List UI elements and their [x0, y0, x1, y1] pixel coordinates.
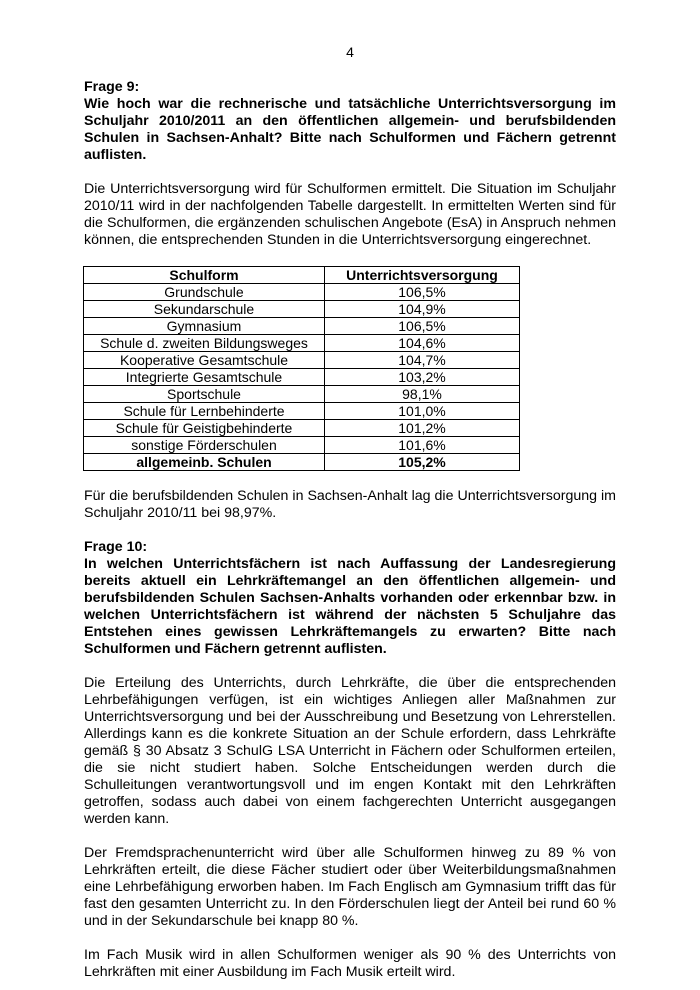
table-row [84, 437, 520, 454]
table-total-row [84, 454, 520, 471]
question-10-label: Frage 10: [84, 539, 148, 555]
cell-schulform: Sportschule [84, 386, 325, 403]
cell-schulform: Sekundarschule [84, 301, 325, 318]
cell-schulform: sonstige Förderschulen [84, 437, 325, 454]
column-header-schulform: Schulform [84, 267, 325, 284]
cell-value: 98,1% [325, 386, 520, 403]
after-table-text: Für die berufsbildenden Schulen in Sachsen-Anhalt lag die Unterrichtsversorgung im Schuljahr 2010/11 bei 98,97%. [84, 488, 616, 521]
cell-schulform: Schule für Lernbehinderte [84, 403, 325, 420]
answer-10-paragraph-3: Im Fach Musik wird in allen Schulformen weniger als 90 % des Unterrichts von Lehrkräften mit einer Ausbildung im Fach Musik erteilt wird. [84, 947, 616, 980]
table-row [84, 335, 520, 352]
table-header-row [84, 267, 520, 284]
cell-value: 103,2% [325, 369, 520, 386]
cell-schulform: Gymnasium [84, 318, 325, 335]
table-row [84, 386, 520, 403]
table-row [84, 318, 520, 335]
question-10-text: In welchen Unterrichtsfächern ist nach Auffassung der Landesregierung bereits aktuell ein Lehrkräftemangel an den öffentlichen allgemein- und berufsbildenden Schulen Sachsen-Anhalts vorhanden oder erkennbar bzw. in welchen Unterrichtsfächern ist während der nächsten 5 Schuljahre das Entstehen eines gewissen Lehrkräftemangels zu erwarten? Bitte nach Schulformen und Fächern getrennt auflisten. [84, 556, 616, 657]
question-9-label: Frage 9: [84, 79, 140, 95]
column-header-versorgung: Unterrichtsversorgung [325, 267, 520, 284]
cell-value: 104,9% [325, 301, 520, 318]
cell-value: 106,5% [325, 284, 520, 301]
answer-9-text: Die Unterrichtsversorgung wird für Schulformen ermittelt. Die Situation im Schuljahr 2010/11 wird in der nachfolgenden Tabelle dargestellt. In ermittelten Werten sind für die Schulformen, die ergänzenden schulischen Angebote (EsA) in Anspruch nehmen können, die entsprechenden Stunden in die Unterrichtsversorgung eingerechnet. [84, 181, 616, 248]
cell-schulform: Grundschule [84, 284, 325, 301]
cell-value: 101,2% [325, 420, 520, 437]
cell-total-value: 105,2% [325, 454, 520, 471]
cell-schulform: Kooperative Gesamtschule [84, 352, 325, 369]
question-9-text: Wie hoch war die rechnerische und tatsächliche Unterrichtsversorgung im Schuljahr 2010/2011 an den öffentlichen allgemein- und berufsbildenden Schulen in Sachsen-Anhalt? Bitte nach Schulformen und Fächern getrennt auflisten. [84, 96, 616, 163]
document-body [84, 79, 616, 981]
table-row [84, 369, 520, 386]
answer-10-paragraph-1: Die Erteilung des Unterrichts, durch Lehrkräfte, die über die entsprechenden Lehrbefähigungen verfügen, ist ein wichtiges Anliegen aller Maßnahmen zur Unterrichtsversorgung und bei der Ausschreibung und Besetzung von Lehrerstellen. Allerdings kann es die konkrete Situation an der Schule erfordern, dass Lehrkräfte gemäß § 30 Absatz 3 SchulG LSA Unterricht in Fächern oder Schulformen erteilen, die sie nicht studiert haben. Solche Entscheidungen werden durch die Schulleitungen verantwortungsvoll und im engen Kontakt mit den Lehrkräften getroffen, sodass auch dabei von einem fachgerechten Unterricht ausgegangen werden kann. [84, 675, 616, 827]
supply-table [83, 266, 520, 471]
table-row [84, 352, 520, 369]
table-row [84, 420, 520, 437]
page-number: 4 [346, 44, 354, 60]
cell-value: 101,6% [325, 437, 520, 454]
cell-value: 104,7% [325, 352, 520, 369]
cell-value: 101,0% [325, 403, 520, 420]
cell-value: 106,5% [325, 318, 520, 335]
cell-value: 104,6% [325, 335, 520, 352]
cell-total-label: allgemeinb. Schulen [84, 454, 325, 471]
table-row [84, 403, 520, 420]
cell-schulform: Integrierte Gesamtschule [84, 369, 325, 386]
cell-schulform: Schule für Geistigbehinderte [84, 420, 325, 437]
cell-schulform: Schule d. zweiten Bildungsweges [84, 335, 325, 352]
table-row [84, 301, 520, 318]
table-row [84, 284, 520, 301]
answer-10-paragraph-2: Der Fremdsprachenunterricht wird über alle Schulformen hinweg zu 89 % von Lehrkräften erteilt, die diese Fächer studiert oder über Weiterbildungsmaßnahmen eine Lehrbefähigung erworben haben. Im Fach Englisch am Gymnasium trifft das für fast den gesamten Unterricht zu. In den Förderschulen liegt der Anteil bei rund 60 % und in der Sekundarschule bei knapp 80 %. [84, 845, 616, 929]
